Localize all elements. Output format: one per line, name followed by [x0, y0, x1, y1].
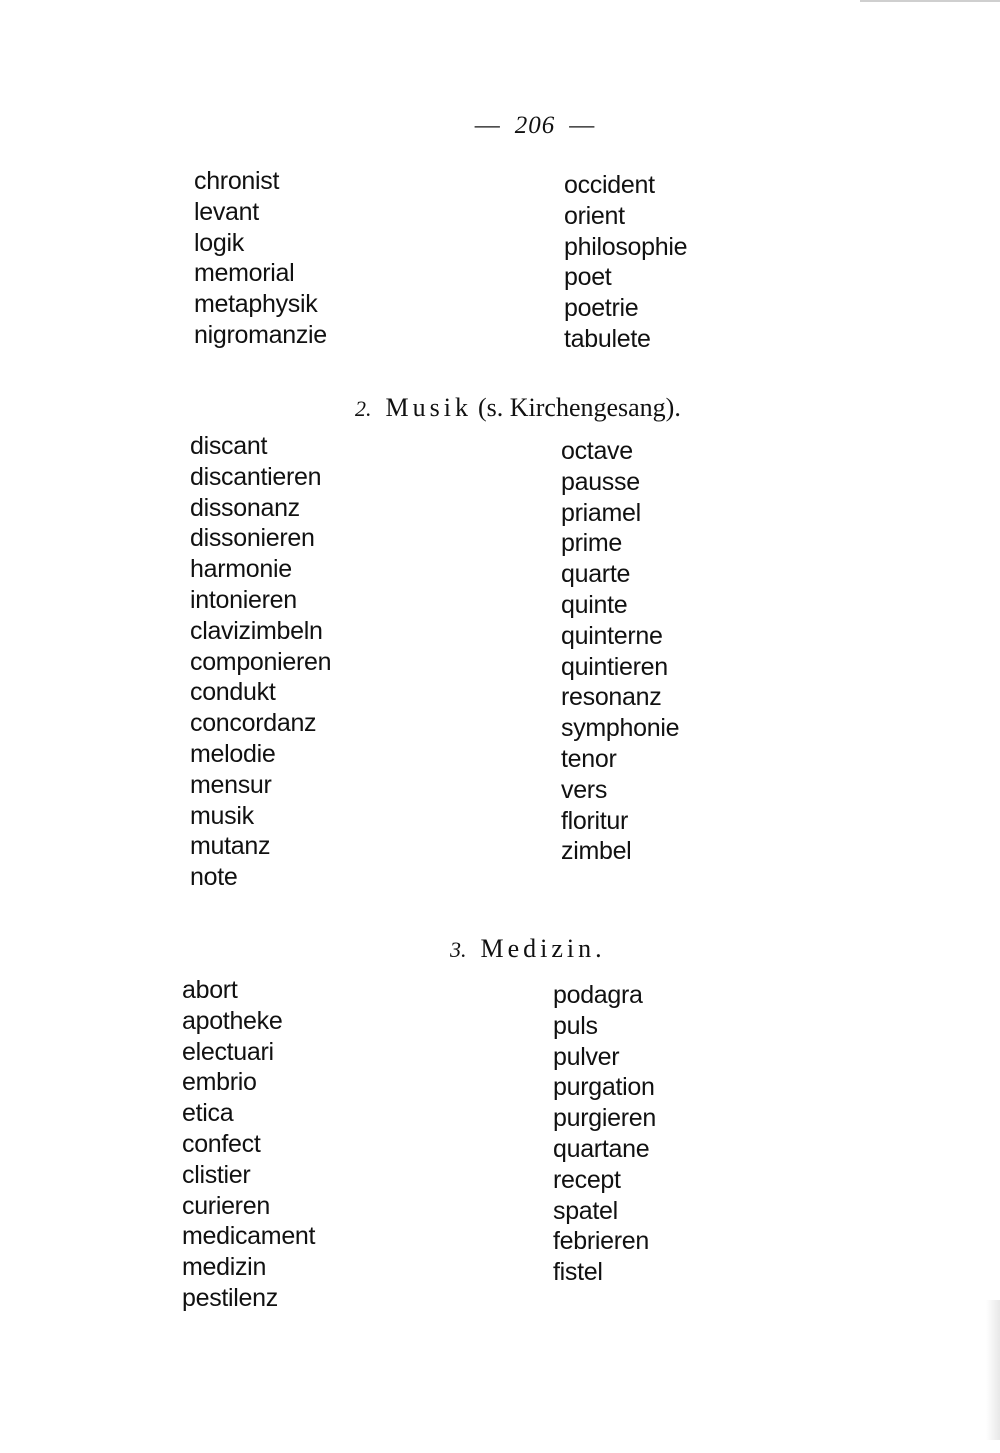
word-entry: tenor — [561, 744, 617, 773]
word-entry: chronist — [194, 167, 280, 195]
section-3-heading-title: Medizin. — [480, 934, 606, 963]
word-entry: confect — [182, 1129, 261, 1158]
page-number-dash-right: — — [569, 112, 596, 139]
word-entry: quartane — [553, 1134, 650, 1163]
word-entry: medizin — [182, 1253, 267, 1282]
word-entry: prime — [561, 529, 623, 558]
word-entry: metaphysik — [194, 290, 318, 319]
word-entry: mensur — [190, 770, 272, 799]
word-entry: dissonieren — [190, 524, 315, 553]
word-entry: levant — [194, 197, 259, 226]
word-entry: nigromanzie — [194, 320, 327, 349]
word-entry: musik — [190, 801, 254, 830]
word-entry: tabulete — [564, 324, 651, 353]
word-entry: quintieren — [561, 652, 668, 681]
word-entry: intonieren — [190, 585, 297, 614]
word-entry: melodie — [190, 739, 276, 768]
word-entry: abort — [182, 976, 238, 1004]
page-number — [0, 112, 1000, 140]
word-entry: puls — [553, 1011, 598, 1040]
word-entry: clavizimbeln — [190, 616, 323, 645]
section-2-heading-number: 2. — [355, 396, 372, 421]
word-entry: pestilenz — [182, 1283, 278, 1312]
word-entry: philosophie — [564, 232, 688, 261]
word-entry: apotheke — [182, 1006, 283, 1035]
word-entry: discantieren — [190, 462, 322, 491]
section-3-right-column — [553, 980, 656, 1288]
word-entry: electuari — [182, 1037, 274, 1066]
word-entry: etica — [182, 1099, 234, 1128]
word-entry: poet — [564, 263, 612, 292]
word-entry: spatel — [553, 1196, 618, 1225]
word-entry: condukt — [190, 678, 276, 707]
word-entry: curieren — [182, 1191, 270, 1220]
word-entry: floritur — [561, 806, 629, 835]
word-entry: concordanz — [190, 709, 317, 738]
section-1-left-column — [194, 166, 327, 351]
word-entry: zimbel — [561, 837, 632, 866]
word-entry: octave — [561, 437, 633, 465]
word-entry: occident — [564, 171, 655, 199]
word-entry: podagra — [553, 981, 643, 1009]
word-entry: vers — [561, 775, 608, 804]
word-entry: pulver — [553, 1042, 620, 1071]
word-entry: symphonie — [561, 714, 680, 743]
word-entry: medicament — [182, 1222, 316, 1251]
section-1-right-column — [564, 170, 687, 355]
word-entry: harmonie — [190, 555, 292, 584]
section-2-heading-note: (s. Kirchengesang). — [477, 393, 681, 422]
section-3-heading-number: 3. — [450, 937, 467, 962]
word-entry: memorial — [194, 259, 295, 288]
section-2-right-column — [561, 436, 679, 867]
word-entry: priamel — [561, 498, 641, 527]
word-entry: embrio — [182, 1068, 257, 1097]
word-entry: pausse — [561, 467, 640, 496]
word-entry: logik — [194, 228, 244, 257]
word-entry: quarte — [561, 560, 631, 589]
word-entry: purgieren — [553, 1104, 656, 1133]
word-entry: discant — [190, 432, 268, 460]
word-entry: componieren — [190, 647, 332, 676]
word-entry: mutanz — [190, 832, 271, 861]
scan-edge-shadow — [986, 1300, 1000, 1440]
section-3-heading — [450, 934, 606, 964]
section-3-left-column — [182, 975, 315, 1314]
section-2-heading — [355, 393, 681, 423]
word-entry: poetrie — [564, 294, 639, 323]
page-number-dash-left: — — [474, 112, 501, 139]
word-entry: fistel — [553, 1258, 603, 1287]
section-2-heading-title: Musik — [385, 393, 472, 422]
section-2-left-column — [190, 431, 331, 893]
word-entry: febrieren — [553, 1227, 649, 1256]
word-entry: recept — [553, 1165, 621, 1194]
word-entry: dissonanz — [190, 493, 300, 522]
word-entry: purgation — [553, 1073, 655, 1102]
page-number-value: 206 — [514, 112, 556, 139]
scan-edge-line — [860, 0, 1000, 2]
word-entry: orient — [564, 201, 625, 230]
word-entry: resonanz — [561, 683, 662, 712]
word-entry: clistier — [182, 1160, 251, 1189]
word-entry: quinte — [561, 590, 628, 619]
word-entry: quinterne — [561, 621, 663, 650]
word-entry: note — [190, 863, 238, 892]
